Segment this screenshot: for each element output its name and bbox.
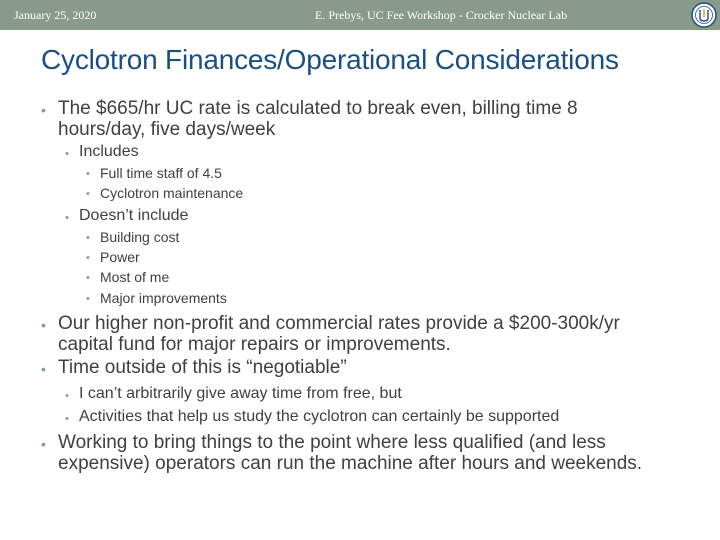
bullet-maintenance — [86, 185, 620, 201]
bullet-marker: • — [86, 252, 90, 264]
bullet-text: Doesn’t include — [79, 207, 189, 224]
bullet-power — [86, 249, 620, 265]
bullet-marker: • — [41, 317, 46, 333]
bullet-text: Activities that help us study the cyclotron can certainly be supported — [79, 408, 560, 425]
bullet-doesnt-include — [65, 207, 639, 225]
bullet-marker: • — [86, 168, 90, 180]
bullet-capital-fund — [41, 313, 658, 355]
bullet-text: Working to bring things to the point where less qualified (and less expensive) operators can run the machine after hours and weekends. — [58, 432, 643, 474]
bullet-text: Building cost — [100, 229, 180, 245]
bullet-text: I can’t arbitrarily give away time from free, but — [79, 385, 402, 402]
header-presenter: E. Prebys, UC Fee Workshop - Crocker Nuclear Lab — [315, 8, 568, 22]
bullet-give-away-time — [65, 385, 689, 403]
bullet-building-cost — [86, 229, 620, 245]
bullet-marker: • — [65, 212, 69, 224]
bullet-marker: • — [86, 272, 90, 284]
bullet-operators — [41, 432, 678, 474]
bullet-marker: • — [65, 148, 69, 160]
bullet-marker: • — [41, 361, 46, 377]
bullet-text: Our higher non-profit and commercial rates provide a $200-300k/yr capital fund for major repairs or improvements. — [58, 313, 620, 355]
bullet-marker: • — [86, 232, 90, 244]
bullet-uc-rate — [41, 98, 668, 140]
bullet-text: Major improvements — [100, 290, 227, 306]
bullet-marker: • — [86, 293, 90, 305]
bullet-marker: • — [65, 390, 69, 402]
bullet-marker: • — [41, 102, 46, 118]
bullet-text: Includes — [79, 143, 139, 160]
bullet-marker: • — [86, 188, 90, 200]
bullet-most-of-me — [86, 269, 620, 285]
bullet-negotiable — [41, 357, 678, 378]
bullet-marker: • — [65, 413, 69, 425]
slide-title: Cyclotron Finances/Operational Considerations — [41, 44, 619, 75]
bullet-text: Full time staff of 4.5 — [100, 165, 222, 181]
bullet-includes — [65, 143, 639, 161]
bullet-staff — [86, 165, 620, 181]
bullet-study-cyclotron — [65, 408, 704, 426]
bullet-text: Most of me — [100, 269, 170, 285]
bullet-text: The $665/hr UC rate is calculated to break even, billing time 8 hours/day, five days/week — [58, 98, 578, 140]
header-date: January 25, 2020 — [14, 8, 97, 22]
bullet-text: Time outside of this is “negotiable” — [58, 357, 347, 378]
bullet-text: Power — [100, 249, 140, 265]
bullet-major-improvements — [86, 290, 620, 306]
bullet-marker: • — [41, 436, 46, 452]
bullet-text: Cyclotron maintenance — [100, 185, 244, 201]
